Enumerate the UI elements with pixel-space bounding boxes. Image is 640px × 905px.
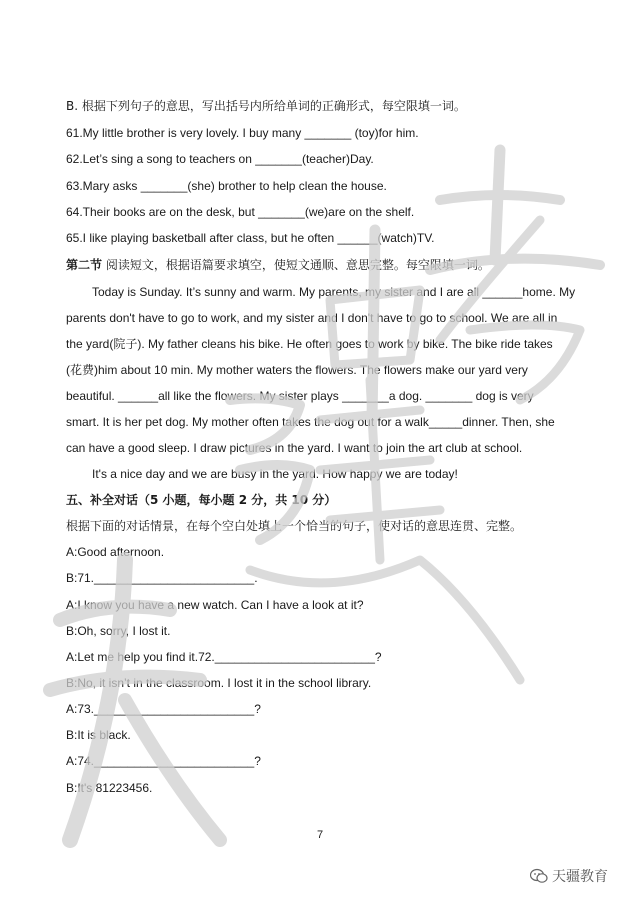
- passage-line: parents don't have to go to work, and my sister and I don't have to go to school. We are all in: [66, 311, 558, 325]
- dialogue-line: B:71.________________________.: [66, 571, 258, 585]
- question-65: 65.I like playing basketball after class, but he often ______(watch)TV.: [66, 231, 435, 245]
- passage-line: the yard(院子). My father cleans his bike. He often goes to work by bike. The bike ride takes: [66, 337, 553, 351]
- passage-line: It's a nice day and we are busy in the yard. How happy we are today!: [92, 467, 458, 481]
- dialogue-line: A:Let me help you find it.72.________________________?: [66, 650, 382, 664]
- section-2-label: 第二节: [66, 258, 103, 272]
- passage-line: can have a good sleep. I draw pictures in the yard. I want to join the art club at school.: [66, 441, 523, 455]
- page-number: 7: [316, 829, 324, 841]
- question-63: 63.Mary asks _______(she) brother to help clean the house.: [66, 179, 387, 193]
- question-62: 62.Let’s sing a song to teachers on _______(teacher)Day.: [66, 152, 374, 166]
- section-5-heading: 五、补全对话（5 小题，每小题 2 分，共 10 分）: [66, 493, 337, 507]
- passage-line: Today is Sunday. It’s sunny and warm. My parents, my sister and I are all ______home. My: [92, 285, 576, 299]
- dialogue-line: A:Good afternoon.: [66, 545, 165, 559]
- section-5-instruction: 根据下面的对话情景，在每个空白处填上一个恰当的句子，使对话的意思连贯、完整。: [66, 519, 523, 533]
- question-64: 64.Their books are on the desk, but _______(we)are on the shelf.: [66, 205, 415, 219]
- wechat-icon: [530, 868, 548, 884]
- dialogue-line: B:It is black.: [66, 728, 131, 742]
- dialogue-line: A:I know you have a new watch. Can I have a look at it?: [66, 598, 364, 612]
- dialogue-line: B:It's 81223456.: [66, 781, 153, 795]
- passage-line: beautiful. ______all like the flowers. My sister plays _______a dog. _______ dog is very: [66, 389, 534, 403]
- passage-line: smart. It is her pet dog. My mother often takes the dog out for a walk_____dinner. Then, she: [66, 415, 555, 429]
- dialogue-line: B:No, it isn’t in the classroom. I lost it in the school library.: [66, 676, 372, 690]
- dialogue-line: B:Oh, sorry, I lost it.: [66, 624, 171, 638]
- question-61: 61.My little brother is very lovely. I buy many _______ (toy)for him.: [66, 126, 419, 140]
- section-2-heading: [66, 257, 586, 273]
- brand-text: 天疆教育: [552, 869, 608, 885]
- passage-line: (花费)him about 10 min. My mother waters the flowers. The flowers make our yard very: [66, 363, 528, 377]
- section-b-heading: B. 根据下列句子的意思，写出括号内所给单词的正确形式，每空限填一词。: [66, 99, 466, 113]
- dialogue-line: A:74.________________________?: [66, 754, 261, 768]
- dialogue-line: A:73.________________________?: [66, 702, 261, 716]
- brand-watermark: [530, 866, 608, 886]
- section-2-instruction: 阅读短文，根据语篇要求填空，使短文通顺、意思完整。每空限填一词。: [102, 258, 490, 272]
